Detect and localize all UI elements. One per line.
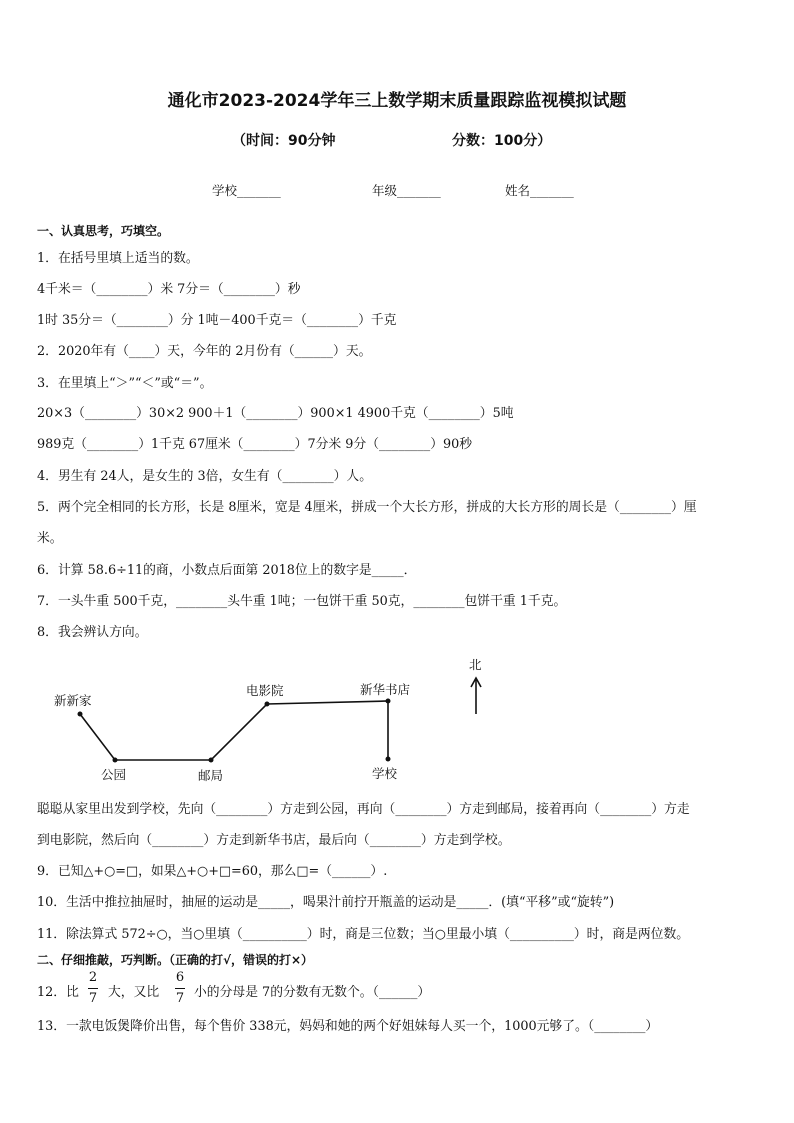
direction-map xyxy=(0,650,794,790)
exam-score: 分数：100分） xyxy=(452,133,552,149)
fraction-2-numerator: 6 xyxy=(175,970,185,985)
fraction-2-bar xyxy=(175,988,185,989)
question-line: 9．已知△+○=□，如果△+○+□=60，那么□=（______）. xyxy=(37,864,388,879)
fraction-1-denominator: 7 xyxy=(88,991,98,1006)
question-line: 1时 35分＝（________）分 1吨－400千克＝（________）千克 xyxy=(37,313,397,328)
question-line: 10．生活中推拉抽屉时，抽屉的运动是_____，喝果汁前拧开瓶盖的运动是_____．(填“平移”或“旋转”) xyxy=(37,895,615,910)
section-1-heading: 一、认真思考，巧填空。 xyxy=(37,224,170,238)
question-line: 2．2020年有（____）天，今年的 2月份有（______）天。 xyxy=(37,344,372,359)
map-label-park: 公园 xyxy=(101,767,127,782)
map-label-school: 学校 xyxy=(372,766,398,781)
map-label-post: 邮局 xyxy=(198,768,224,783)
fraction-1-bar xyxy=(88,988,98,989)
question-line: 4千米＝（________）米 7分＝（________）秒 xyxy=(37,282,301,297)
grade-field: 年级_______ xyxy=(372,183,441,198)
question-line: 5．两个完全相同的长方形，长是 8厘米，宽是 4厘米，拼成一个大长方形，拼成的大长方形的周长是（________）厘 xyxy=(37,500,697,515)
question-line: 11．除法算式 572÷○，当○里填（__________）时，商是三位数；当○里最小填（__________）时，商是两位数。 xyxy=(37,927,690,942)
exam-title: 通化市2023-2024学年三上数学期末质量跟踪监视模拟试题 xyxy=(167,91,627,111)
exam-time: （时间：90分钟 xyxy=(232,133,336,149)
map-route xyxy=(80,701,388,760)
map-label-bookstore: 新华书店 xyxy=(360,682,411,697)
question-line: 7．一头牛重 500千克，________头牛重 1吨；一包饼干重 50克，________包饼干重 1千克。 xyxy=(37,594,567,609)
question-line: 聪聪从家里出发到学校，先向（________）方走到公园，再向（________）方走到邮局，接着再向（________）方走 xyxy=(37,802,690,817)
north-label: 北 xyxy=(469,657,482,672)
map-point-home xyxy=(78,712,83,717)
question-line: 8．我会辨认方向。 xyxy=(37,625,148,640)
map-label-home: 新新家 xyxy=(54,693,92,708)
question-line: 20×3（________）30×2 900＋1（________）900×1 4900千克（________）5吨 xyxy=(37,406,514,421)
map-point-post xyxy=(209,758,214,763)
name-field: 姓名_______ xyxy=(505,183,574,198)
question-line: 1．在括号里填上适当的数。 xyxy=(37,251,199,266)
question-line: 989克（________）1千克 67厘米（________）7分米 9分（________）90秒 xyxy=(37,437,473,452)
map-label-cinema: 电影院 xyxy=(246,683,284,698)
fraction-1-numerator: 2 xyxy=(88,970,98,985)
fraction-2-denominator: 7 xyxy=(175,991,185,1006)
question-13: 13．一款电饭煲降价出售，每个售价 338元，妈妈和她的两个好姐妹每人买一个，1000元够了。（________） xyxy=(37,1019,659,1034)
question-line: 到电影院，然后向（________）方走到新华书店，最后向（________）方走到学校。 xyxy=(37,833,511,848)
question-12-end: 小的分母是 7的分数有无数个。（______） xyxy=(194,985,431,1000)
question-line: 3．在里填上“＞”“＜”或“＝”。 xyxy=(37,376,213,391)
question-line: 6．计算 58.6÷11的商，小数点后面第 2018位上的数字是_____． xyxy=(37,563,417,578)
section-2-heading: 二、仔细推敲，巧判断。（正确的打√，错误的打×） xyxy=(37,953,314,967)
question-line: 4．男生有 24人，是女生的 3倍，女生有（________）人。 xyxy=(37,469,373,484)
map-point-park xyxy=(113,758,118,763)
question-12-middle: 大，又比 xyxy=(108,985,160,1000)
map-point-bookstore xyxy=(386,699,391,704)
map-point-school xyxy=(386,757,391,762)
question-line: 米。 xyxy=(37,531,63,546)
question-12-start: 12．比 xyxy=(37,985,79,1000)
map-point-cinema xyxy=(265,702,270,707)
school-field: 学校_______ xyxy=(212,183,281,198)
